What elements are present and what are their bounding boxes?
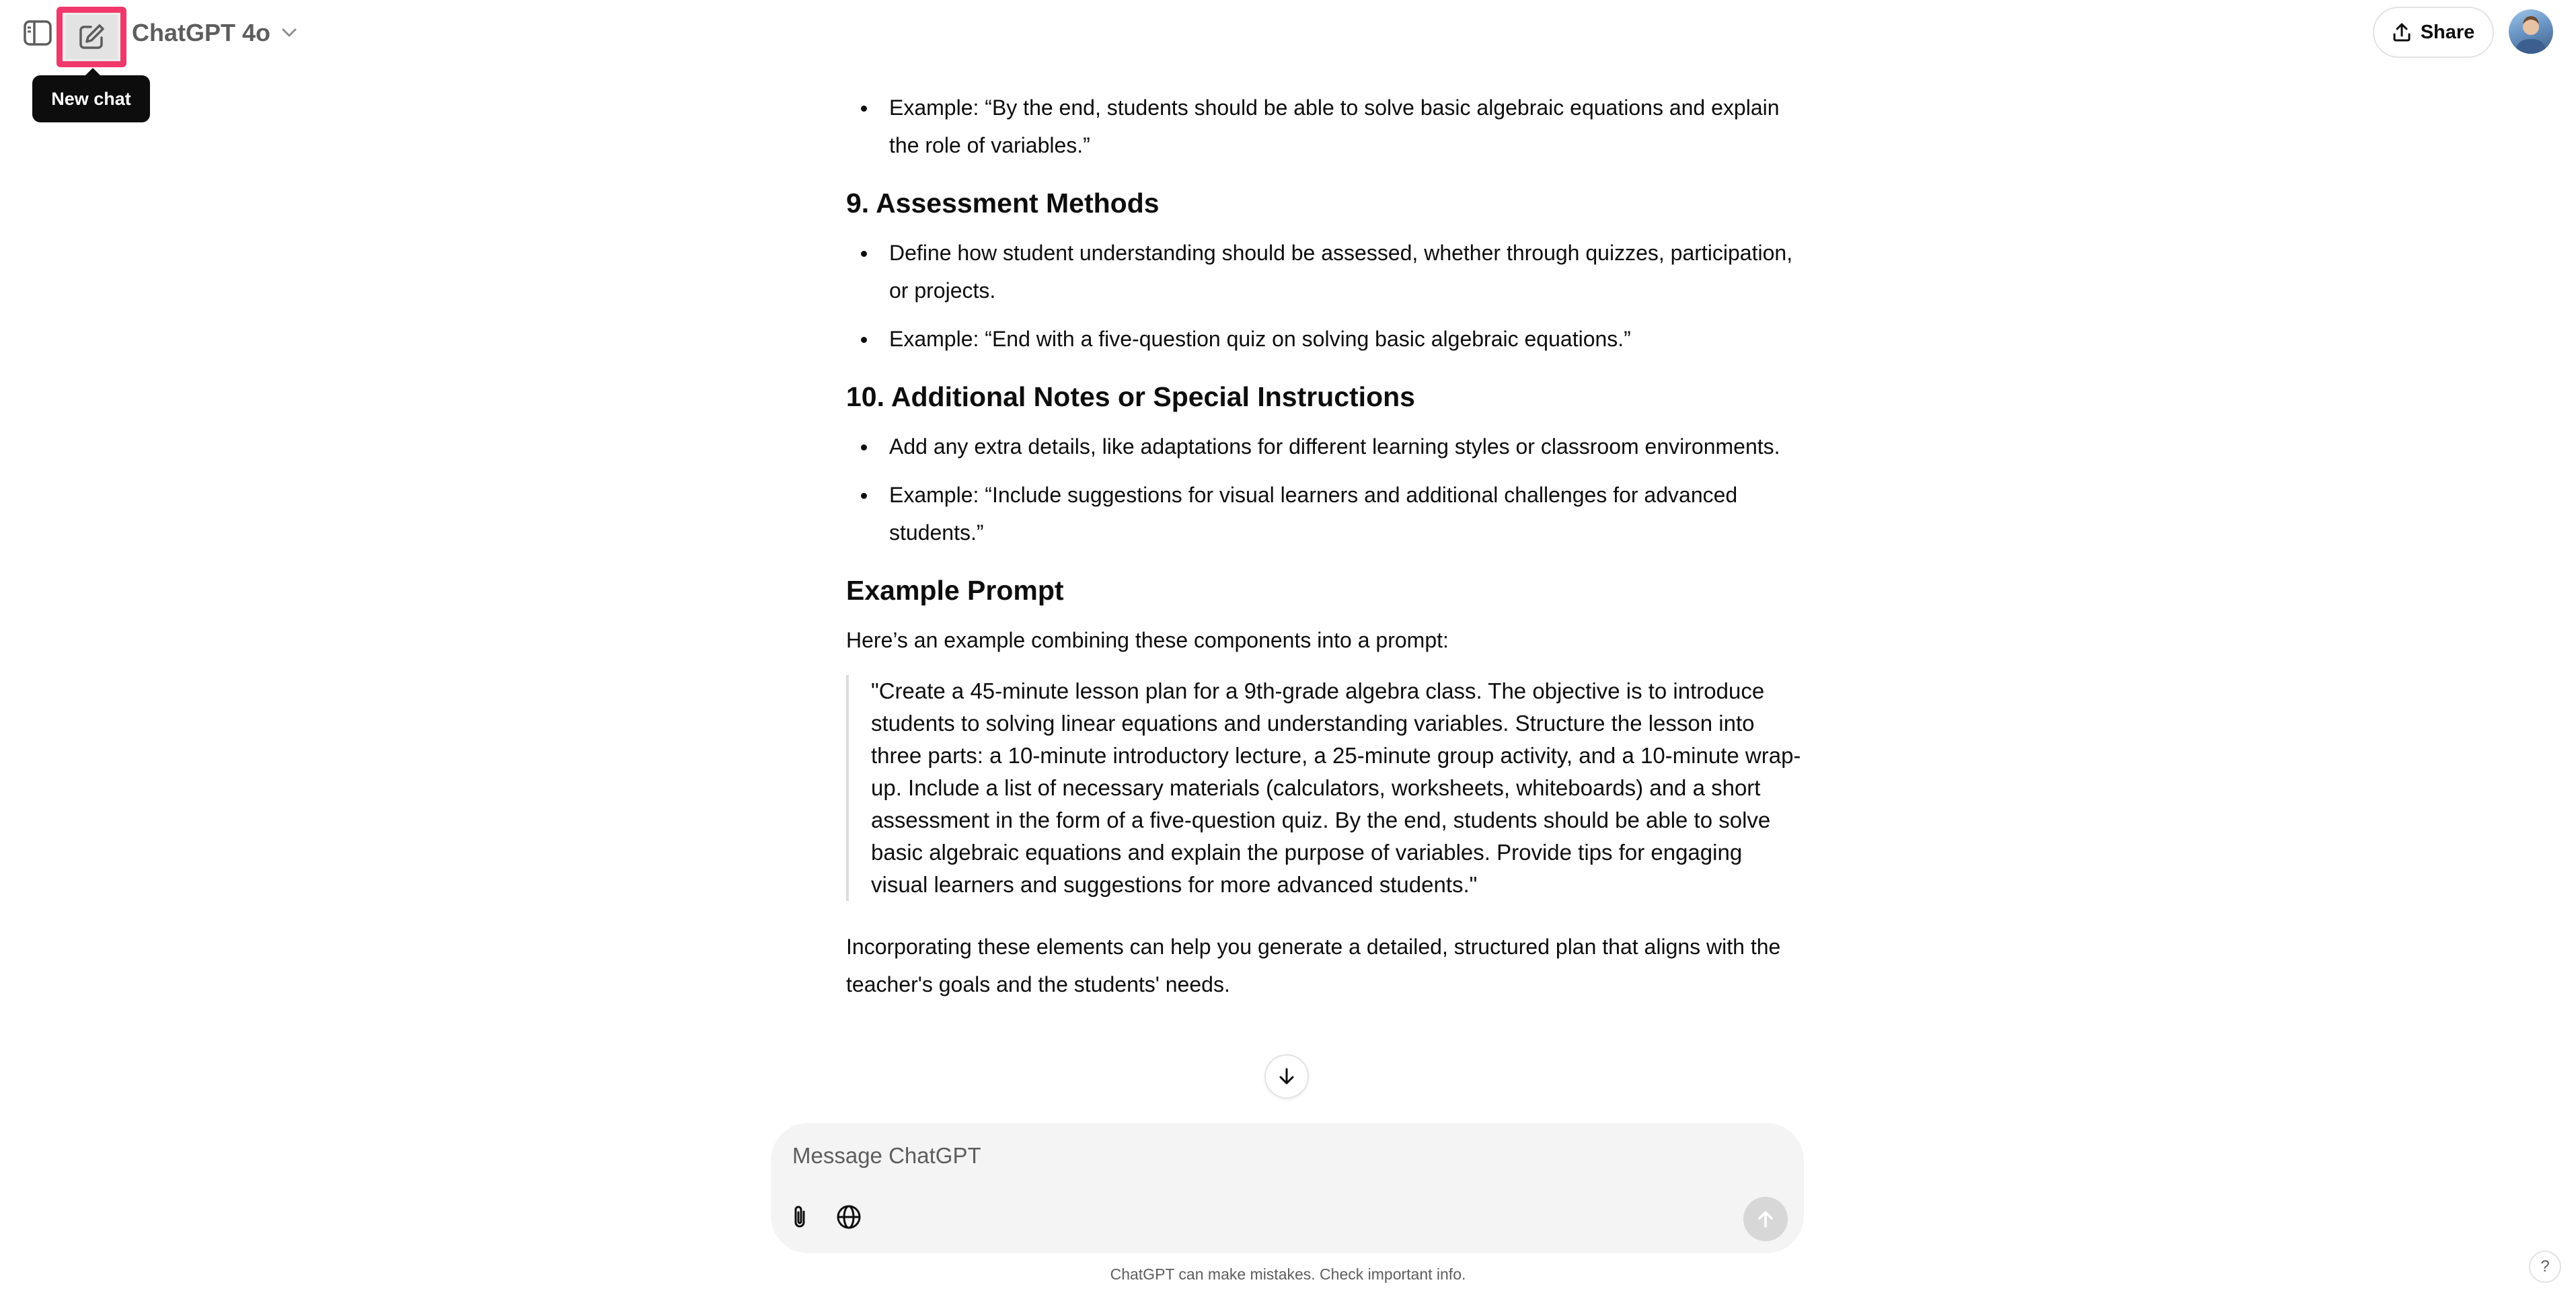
send-button[interactable]	[1743, 1197, 1788, 1241]
attach-button[interactable]	[780, 1197, 821, 1237]
sidebar-toggle-icon	[24, 20, 52, 46]
list-item: Example: “End with a five-question quiz on solving basic algebraic equations.”	[846, 320, 1801, 358]
subheading: Example Prompt	[846, 575, 1064, 606]
top-bar	[0, 0, 2576, 109]
new-chat-icon	[77, 23, 106, 51]
search-web-button[interactable]	[829, 1197, 869, 1237]
new-chat-button[interactable]	[56, 7, 126, 67]
new-chat-tooltip: New chat	[32, 75, 150, 122]
share-label: Share	[2420, 21, 2475, 43]
blockquote: "Create a 45-minute lesson plan for a 9th-grade algebra class. The objective is to introduce students to solving linear equations and understanding variables. Structure the lesson into three parts: a 10-minute introductory lecture, a 25-minute group activity, and a 10-minute wrap-up. Include a list of necessary materials (calculators, worksheets, whiteboards) and a short assessment in the form of a five-question quiz. By the end, students should be able to solve basic algebraic equations and explain the purpose of variables. Provide tips for engaging visual learners and suggestions for more advanced students."	[846, 675, 1801, 901]
arrow-up-icon	[1755, 1209, 1776, 1229]
model-selector[interactable]	[132, 16, 297, 50]
user-avatar[interactable]	[2509, 9, 2553, 54]
chevron-down-icon	[281, 28, 297, 38]
scroll-to-bottom-button[interactable]	[1264, 1054, 1309, 1099]
list-item: Add any extra details, like adaptations for different learning styles or classroom environments.	[846, 428, 1801, 465]
conversation-thread	[846, 67, 1801, 1049]
arrow-down-icon	[1277, 1066, 1297, 1087]
help-button[interactable]: ?	[2529, 1251, 2561, 1283]
paperclip-icon	[789, 1204, 812, 1230]
list-item: Example: “By the end, students should be able to solve basic algebraic equations and explain the role of variables.”	[846, 89, 1801, 164]
paragraph: Incorporating these elements can help you generate a detailed, structured plan that aligns with the teacher's goals and the students' needs.	[846, 935, 1781, 996]
disclaimer-text: ChatGPT can make mistakes. Check important info.	[1110, 1265, 1466, 1283]
share-button[interactable]	[2373, 7, 2494, 58]
share-icon	[2392, 22, 2411, 42]
message-input[interactable]: Message ChatGPT	[792, 1143, 981, 1168]
avatar-icon	[2509, 9, 2553, 54]
list-item: Example: “Include suggestions for visual learners and additional challenges for advanced students.”	[846, 476, 1801, 551]
sidebar-toggle-button[interactable]	[19, 16, 56, 50]
globe-icon	[835, 1204, 862, 1230]
list-item: Define how student understanding should be assessed, whether through quizzes, participation, or projects.	[846, 234, 1801, 309]
model-name: ChatGPT 4o	[132, 19, 271, 46]
section-heading: 10. Additional Notes or Special Instructions	[846, 381, 1415, 412]
section-heading: 9. Assessment Methods	[846, 188, 1160, 219]
message-composer	[771, 1123, 1804, 1253]
paragraph: Here’s an example combining these components into a prompt:	[846, 628, 1449, 652]
